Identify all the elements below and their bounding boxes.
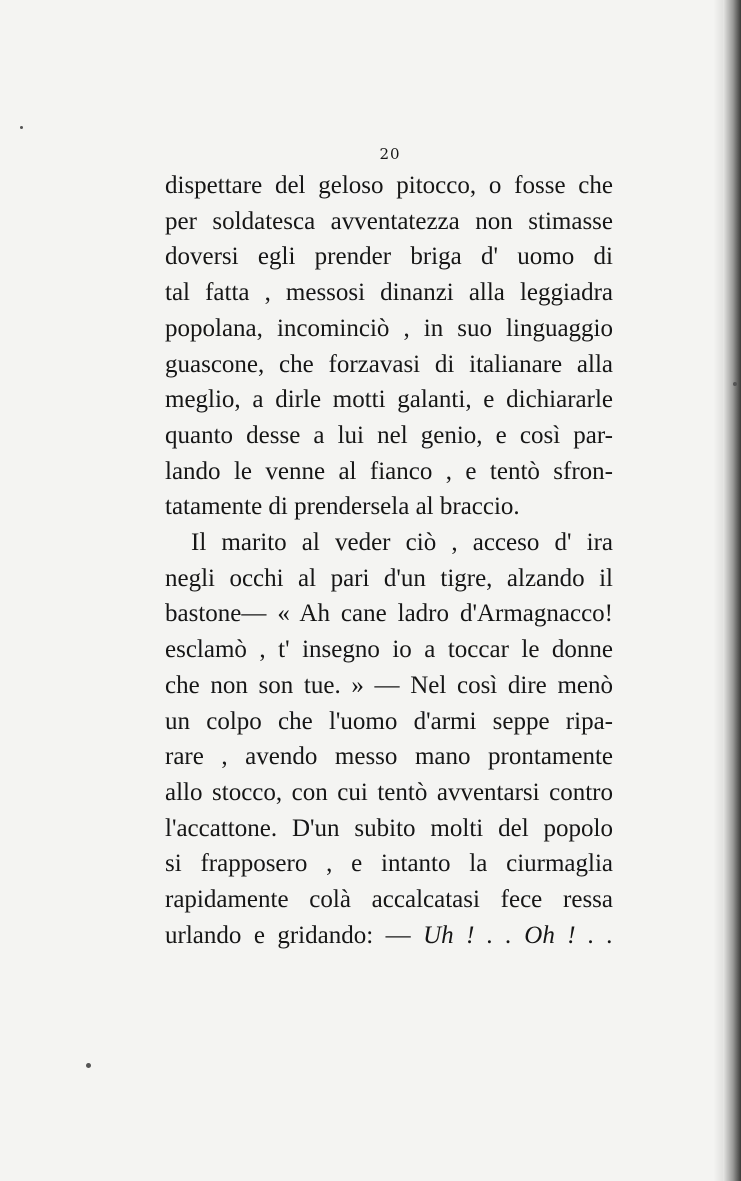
text-line: che non son tue. » — Nel così dire menò: [165, 671, 613, 699]
final-plain-text: urlando e gridando: —: [165, 921, 411, 949]
paper-speck: [733, 382, 737, 386]
text-line: meglio, a dirle motti galanti, e dichiararle: [165, 386, 613, 414]
final-italic-exclamation-1: Uh ! . .: [423, 921, 512, 949]
text-line: negli occhi al pari d'un tigre, alzando il: [165, 564, 613, 592]
final-italic-exclamation-2: Oh ! . .: [524, 921, 613, 949]
text-line: un colpo che l'uomo d'armi seppe ripa-: [165, 707, 613, 735]
text-line: rare , avendo messo mano prontamente: [165, 743, 613, 771]
text-line: l'accattone. D'un subito molti del popolo: [165, 814, 613, 842]
text-line: tatamente di prendersela al braccio.: [165, 493, 520, 521]
body-text: [165, 168, 613, 953]
text-line-final: [165, 918, 613, 954]
text-line: lando le venne al fianco , e tentò sfron-: [165, 457, 613, 485]
paper-speck: [20, 126, 23, 129]
page-number: 20: [379, 145, 401, 163]
text-line: esclamò , t' insegno io a toccar le donne: [165, 636, 613, 664]
text-line: per soldatesca avventatezza non stimasse: [165, 207, 613, 235]
text-line: dispettare del geloso pitocco, o fosse che: [165, 172, 613, 199]
paper-speck: [86, 1063, 91, 1068]
text-line: quanto desse a lui nel genio, e così par-: [165, 421, 613, 449]
binding-shadow: [713, 0, 723, 1181]
text-line: rapidamente colà accalcatasi fece ressa: [165, 886, 613, 914]
text-line: tal fatta , messosi dinanzi alla leggiadra: [165, 279, 613, 307]
text-line: Il marito al veder ciò , acceso d' ira: [191, 529, 613, 557]
text-line: guascone, che forzavasi di italianare alla: [165, 350, 613, 378]
text-line: doversi egli prender briga d' uomo di: [165, 243, 613, 271]
text-line: popolana, incominciò , in suo linguaggio: [165, 314, 613, 342]
paragraph-1: [165, 168, 613, 525]
page-edge: [723, 0, 741, 1181]
text-line: allo stocco, con cui tentò avventarsi contro: [165, 778, 613, 806]
paragraph-2: [165, 525, 613, 953]
text-line: si frapposero , e intanto la ciurmaglia: [165, 850, 613, 878]
text-line: bastone— « Ah cane ladro d'Armagnacco!: [165, 600, 613, 628]
